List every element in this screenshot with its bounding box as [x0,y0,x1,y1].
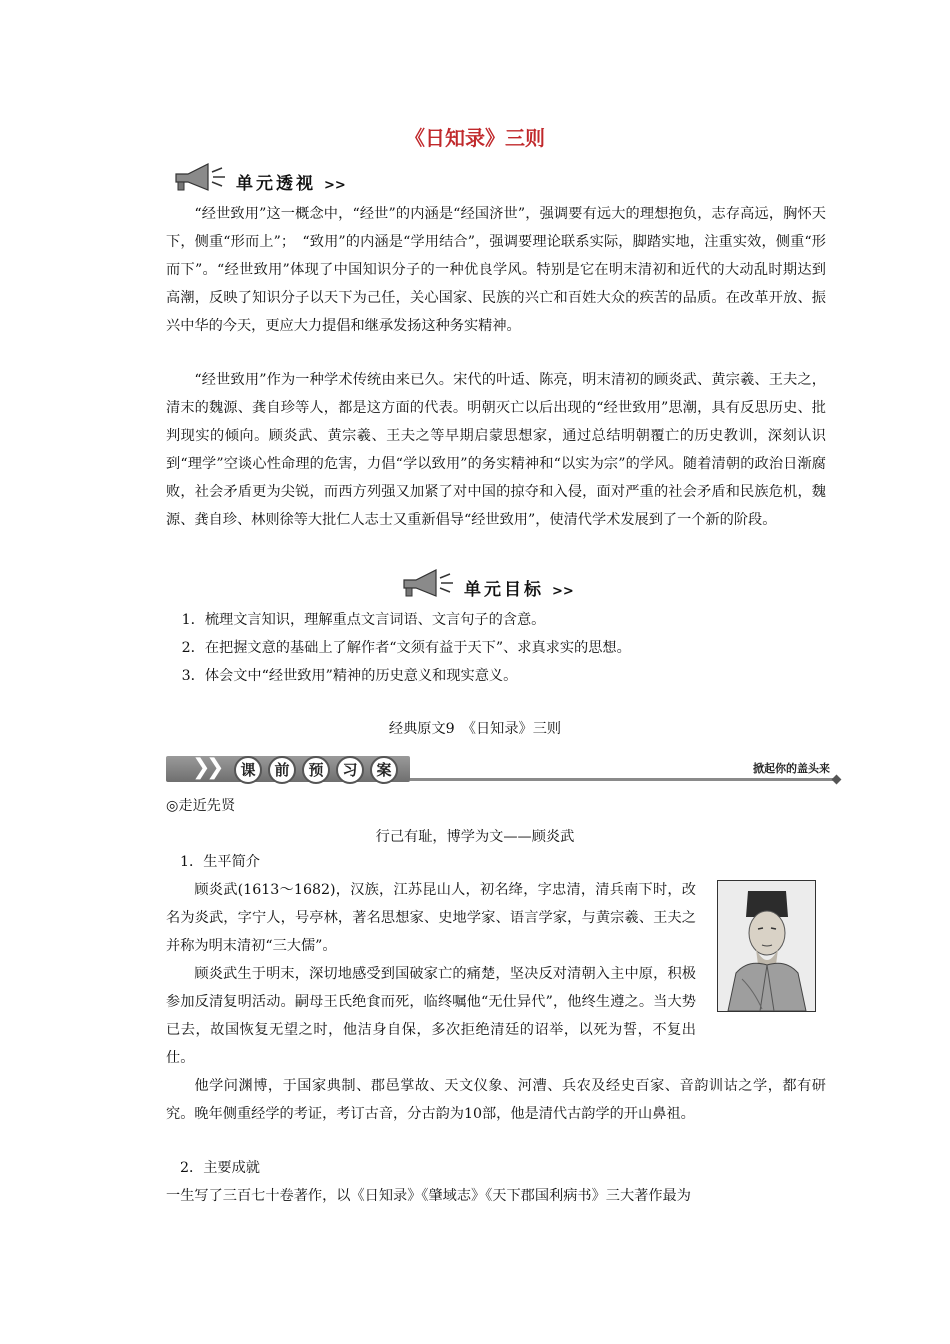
approach-heading: ◎走近先贤 [166,798,236,814]
list-item: 2．在把握文意的基础上了解作者“文须有益于天下”、求真求实的思想。 [181,640,631,656]
chevron-right-icon: ❯ [192,755,211,780]
paragraph: 顾炎武(1613～1682)，汉族，江苏昆山人，初名绛，字忠清，清兵南下时，改名为炎武，字宁人，号亭林，著名思想家、史地学家、语言学家，与黄宗羲、王夫之并称为明末清初“三大儒”。 [166,882,696,954]
document-title: 《日知录》三则 [405,126,545,150]
diamond-icon [832,775,842,785]
chevron-right-icon: ❯ [206,755,225,780]
section-arrows: >> [552,583,574,599]
banner-char: 课 [234,756,262,784]
lesson-title: 经典原文9 《日知录》三则 [388,721,562,737]
megaphone-icon [170,160,232,194]
list-item: 3．体会文中“经世致用”精神的历史意义和现实意义。 [181,668,518,684]
section-label: 单元透视 [236,173,316,194]
paragraph: “经世致用”作为一种学术传统由来已久。宋代的叶适、陈亮，明末清初的顾炎武、黄宗羲、王夫之，清末的魏源、龚自珍等人，都是这方面的代表。明朝灭亡以后出现的“经世致用”思潮，具有反思历史、批判现实的倾向。顾炎武、黄宗羲、王夫之等早期启蒙思想家，通过总结明朝覆亡的历史教训，深刻认识到“理学”空谈心性命理的危害，力倡“学以致用”的务实精神和“以实为宗”的学风。随着清朝的政治日渐腐败，社会矛盾更为尖锐，而西方列强又加紧了对中国的掠夺和入侵，面对严重的社会矛盾和民族危机，魏源、龚自珍、林则徐等大批仁人志士又重新倡导“经世致用”，使清代学术发展到了一个新的阶段。 [166,372,826,528]
goals-list [166,606,826,690]
paragraph: 他学问渊博，于国家典制、郡邑掌故、天文仪象、河漕、兵农及经史百家、音韵训诂之学，都有研究。晚年侧重经学的考证，考订古音，分古韵为10部，他是清代古韵学的开山鼻祖。 [166,1078,826,1122]
banner-char: 案 [370,756,398,784]
banner-tagline: 掀起你的盖头来 [753,762,830,775]
achieve-heading: 2．主要成就 [180,1160,260,1176]
paragraph: 顾炎武生于明末，深切地感受到国破家亡的痛楚，坚决反对清朝入主中原，积极参加反清复明活动。嗣母王氏绝食而死，临终嘱他“无仕异代”，他终生遵之。当大势已去，故国恢复无望之时，他洁身自保，多次拒绝清廷的诏举，以死为誓，不复出仕。 [166,966,696,1066]
bio-heading: 1．生平简介 [180,854,260,870]
portrait-figure [718,881,815,1011]
section-label: 单元目标 [464,579,544,600]
section-header-unit-goals [398,566,574,600]
banner-char: 前 [268,756,296,784]
portrait-image [717,880,816,1012]
banner-char: 预 [302,756,330,784]
section-header-unit-overview [170,160,346,194]
list-item: 1．梳理文言知识，理解重点文言词语、文言句子的含意。 [181,612,546,628]
preview-banner [166,752,838,788]
approach-subtitle: 行己有耻，博学为文——顾炎武 [375,829,575,845]
banner-rule [410,778,840,781]
achieve-text: 一生写了三百七十卷著作，以《日知录》《肇域志》《天下郡国利病书》三大著作最为 [166,1188,691,1204]
section-arrows: >> [324,177,346,193]
banner-title [234,756,398,784]
banner-char: 习 [336,756,364,784]
paragraph: “经世致用”这一概念中，“经世”的内涵是“经国济世”，强调要有远大的理想抱负，志存高远，胸怀天下，侧重“形而上”； “致用”的内涵是“学用结合”，强调要理论联系实际，脚踏实地，注重实效，侧重“形而下”。“经世致用”体现了中国知识分子的一种优良学风。特别是它在明末清初和近代的大动乱时期达到高潮，反映了知识分子以天下为己任，关心国家、民族的兴亡和百姓大众的疾苦的品质。在改革开放、振兴中华的今天，更应大力提倡和继承发扬这种务实精神。 [166,206,826,334]
megaphone-icon [398,566,460,600]
